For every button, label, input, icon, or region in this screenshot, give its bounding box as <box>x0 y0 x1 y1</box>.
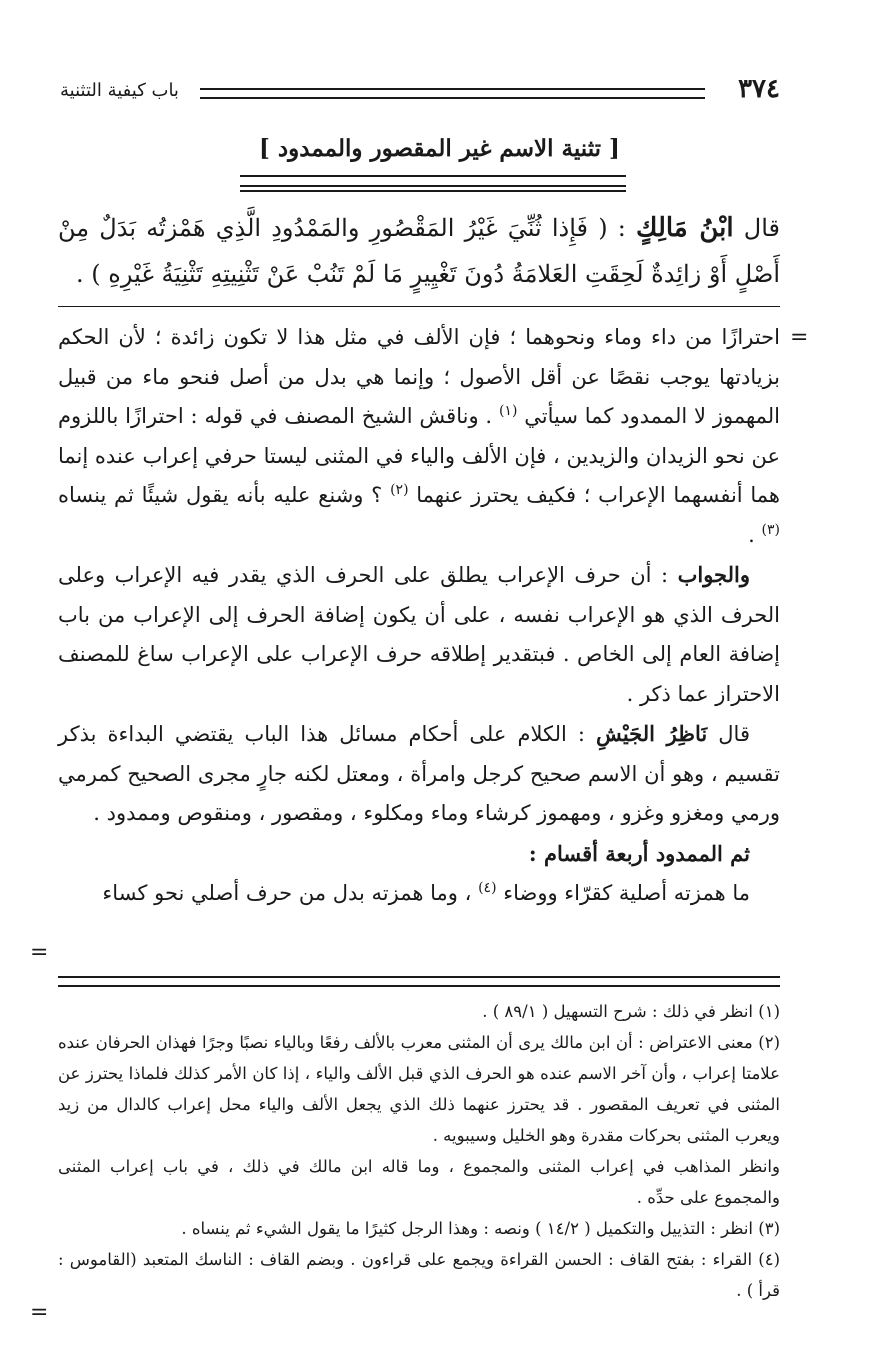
matn-separator <box>58 306 780 307</box>
footnote-1: (١) انظر في ذلك : شرح التسهيل ( ٨٩/١ ) . <box>482 1002 780 1021</box>
footnote-ref-4[interactable]: (٤) <box>478 880 497 896</box>
commentary-text: احترازًا من داء وماء ونحوهما ؛ فإن الألف في مثل هذا لا تكون زائدة ؛ لأن الحكم بزيادتها يوجب نقصًا عن أقل الأصول ؛ وإنما هي بدل من أصل فنحو ماء من قبيل المهموز لا الممدود كما سيأتي <box>58 325 781 428</box>
header-rule <box>200 88 705 99</box>
footnote-3: (٣) انظر : التذييل والتكميل ( ١٤/٢ ) ونصه : وهذا الرجل كثيرًا ما يقول الشيء ثم ينساه . <box>181 1219 780 1238</box>
matn-text <box>58 205 780 297</box>
footnote-2-continued: وانظر المذاهب في إعراب المثنى والمجموع ، وما قاله ابن مالك في ذلك ، في باب إعراب المثنى والمجموع على حدِّه . <box>58 1157 780 1207</box>
commentary-paragraph-1 <box>58 318 780 555</box>
commentary-text: . <box>748 522 755 547</box>
commentary-text: ؟ وشنع عليه بأنه يقول شيئًا ثم ينساه <box>58 483 383 507</box>
commentary-text: ، وما همزته بدل من حرف أصلي نحو كساء <box>102 881 472 905</box>
footnote-separator <box>58 976 780 987</box>
chapter-title: باب كيفية التثنية <box>60 80 179 101</box>
footnote-2: (٢) معنى الاعتراض : أن ابن مالك يرى أن المثنى معرب بالألف رفعًا وبالياء نصبًا وجرًا فهذان الحرفان عنده علامتا إعراب ، وأن آخر الاسم عنده هو الحرف الذي قبل الألف والياء ، إذا كان الأمر كذلك فلماذا يحترز عن المثنى في تعريف المقصور . قد يحترز عنهما ذلك الذي يجعل الألف والياء محل إعراب كالدال من زيد ويعرب المثنى بحركات مقدرة وهو الخليل وسيبويه . <box>58 1033 780 1145</box>
commentary-lead: قال <box>718 722 750 746</box>
footnotes <box>58 996 780 1306</box>
footnote-4: (٤) القراء : بفتح القاف : الحسن القراءة ويجمع على قراءون . وبضم القاف : الناسك المتعبد (القاموس : قرأ ) . <box>58 1250 780 1300</box>
commentary <box>58 318 780 914</box>
commentary-text: ما همزته أصلية كقرّاء ووضاء <box>503 881 750 905</box>
matn-author: ابْنُ مَالِكٍ <box>636 213 734 243</box>
commentary-text: : أن حرف الإعراب يطلق على الحرف الذي يقدر فيه الإعراب وعلى الحرف الذي هو الإعراب نفسه ، على أن يكون إضافة الحرف إلى الإعراب من باب إضافة العام إلى الخاص . فبتقدير إطلاقه حرف الإعراب على الإعراب ساغ للمصنف الاحتراز عما ذكر . <box>58 563 780 706</box>
margin-mark-top: = <box>790 325 809 350</box>
commentator-name: نَاظِرُ الجَيْشِ <box>596 721 708 746</box>
commentary-text: : الكلام على أحكام مسائل هذا الباب يقتضي البداءة بذكر تقسيم ، وهو أن الاسم صحيح كرجل وامرأة ، ومعتل لكنه جارٍ مجرى الصحيح كمرمي ورمي ومغزو وغزو ، ومهموز كرشاء وماء ومكلوء ، ومقصور ، ومنقوص وممدود . <box>58 722 780 825</box>
page-header <box>60 72 780 112</box>
commentary-paragraph-4 <box>58 834 780 875</box>
page-number: ٣٧٤ <box>738 74 780 104</box>
matn-body: : ( فَإِذا ثُنِّيَ غَيْرُ المَقْصُورِ والمَمْدُودِ الَّذِي هَمْزتُه بَدَلٌ مِنْ أَصْلٍ أَوْ زائِدةٌ لَحِقَتِ العَلامَةُ دُونَ تَغْيِيرٍ مَا لَمْ تَنُبْ عَنْ تَثْنِيتِهِ تَثْنِيَةُ غَيْرِهِ ) . <box>58 214 780 288</box>
subheading: ثم الممدود أربعة أقسام : <box>528 840 750 866</box>
footnote-ref-2[interactable]: (٢) <box>390 482 409 498</box>
footnote-ref-1[interactable]: (١) <box>498 403 518 419</box>
commentary-paragraph-5 <box>58 874 780 914</box>
answer-label: والجواب <box>677 562 750 587</box>
section-title: [ تثنية الاسم غير المقصور والممدود ] <box>259 135 620 162</box>
commentary-paragraph-2 <box>58 555 780 714</box>
section-title-rule-lower <box>240 190 626 192</box>
commentary-paragraph-3 <box>58 714 780 834</box>
margin-mark-footer: = <box>30 1300 49 1325</box>
section-title-rule <box>240 175 626 187</box>
matn-lead: قال <box>743 214 780 242</box>
commentary-text: . وناقش الشيخ المصنف في قوله : احترازًا باللزوم عن نحو الزيدان والزيدين ، فإن الألف والياء في المثنى ليستا حرفي إعراب عنده إنما هما أنفسهما الإعراب ؛ فكيف يحترز عنهما <box>58 404 780 507</box>
footnote-ref-3[interactable]: (٣) <box>761 521 780 538</box>
margin-mark-bottom: = <box>30 940 49 965</box>
